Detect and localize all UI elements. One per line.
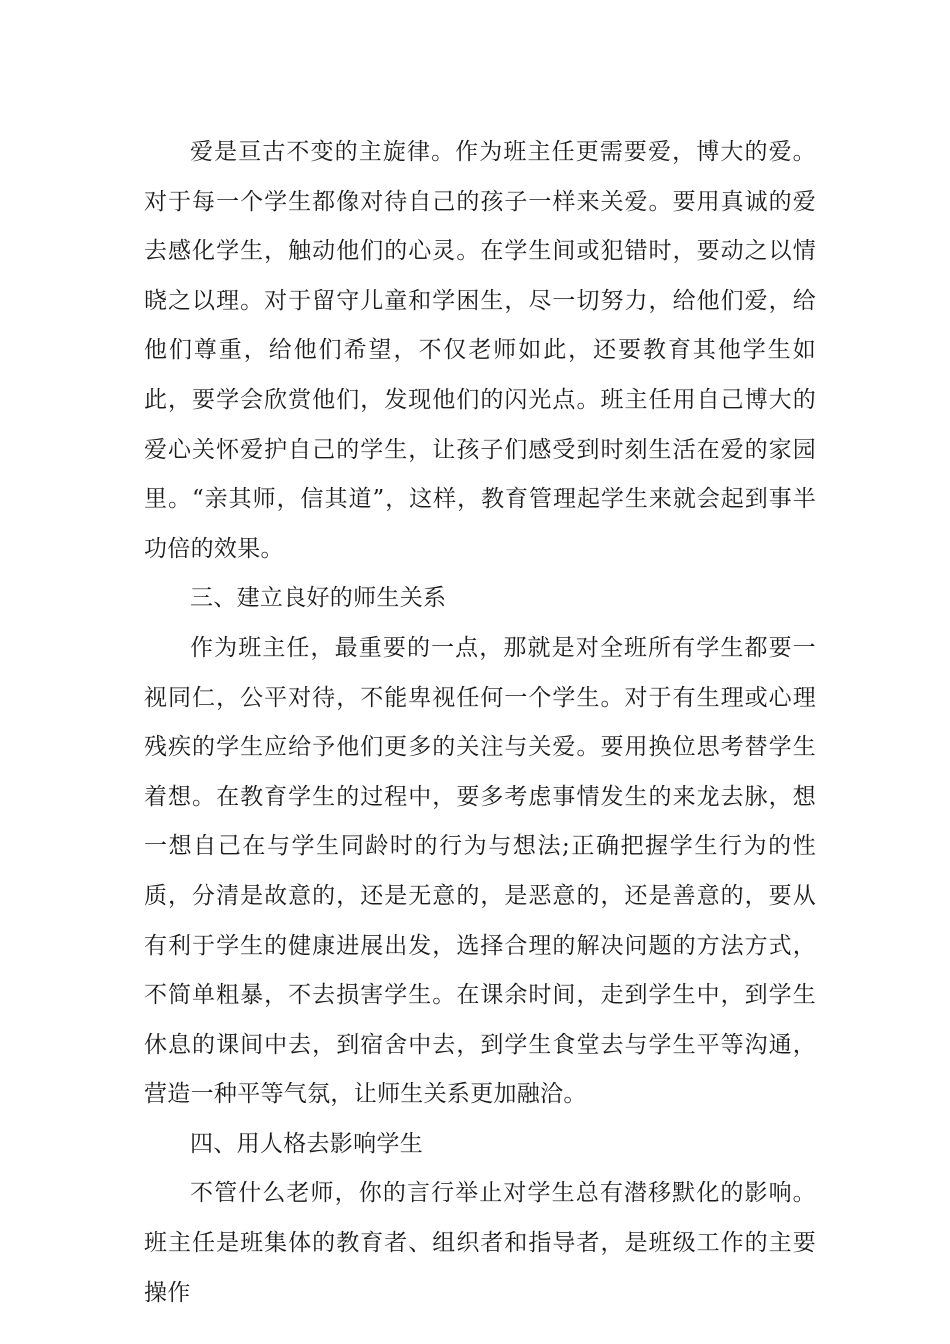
document-body xyxy=(144,128,816,1318)
paragraph-fair-treatment: 作为班主任，最重要的一点，那就是对全班所有学生都要一视同仁，公平对待，不能卑视任何一个学生。对于有生理或心理残疾的学生应给予他们更多的关注与关爱。要用换位思考替学生着想。在教育学生的过程中，要多考虑事情发生的来龙去脉，想一想自己在与学生同龄时的行为与想法;正确把握学生行为的性质，分清是故意的，还是无意的，是恶意的，还是善意的，要从有利于学生的健康进展出发，选择合理的解决问题的方法方式，不简单粗暴，不去损害学生。在课余时间，走到学生中，到学生休息的课间中去，到宿舍中去，到学生食堂去与学生平等沟通，营造一种平等气氛，让师生关系更加融洽。 xyxy=(144,634,816,1108)
heading-personality-influence: 四、用人格去影响学生 xyxy=(190,1130,423,1157)
paragraph-teacher-conduct: 不管什么老师，你的言行举止对学生总有潜移默化的影响。班主任是班集体的教育者、组织者和指导者，是班级工作的主要操作 xyxy=(144,1180,816,1306)
heading-teacher-student-relationship: 三、建立良好的师生关系 xyxy=(190,585,447,612)
paragraph-love: 爱是亘古不变的主旋律。作为班主任更需要爱，博大的爱。对于每一个学生都像对待自己的孩子一样来关爱。要用真诚的爱去感化学生，触动他们的心灵。在学生间或犯错时，要动之以情晓之以理。对于留守儿童和学困生，尽一切努力，给他们爱，给他们尊重，给他们希望，不仅老师如此，还要教育其他学生如此，要学会欣赏他们，发现他们的闪光点。班主任用自己博大的爱心关怀爱护自己的学生，让孩子们感受到时刻生活在爱的家园里。“亲其师，信其道”，这样，教育管理起学生来就会起到事半功倍的效果。 xyxy=(144,139,816,562)
